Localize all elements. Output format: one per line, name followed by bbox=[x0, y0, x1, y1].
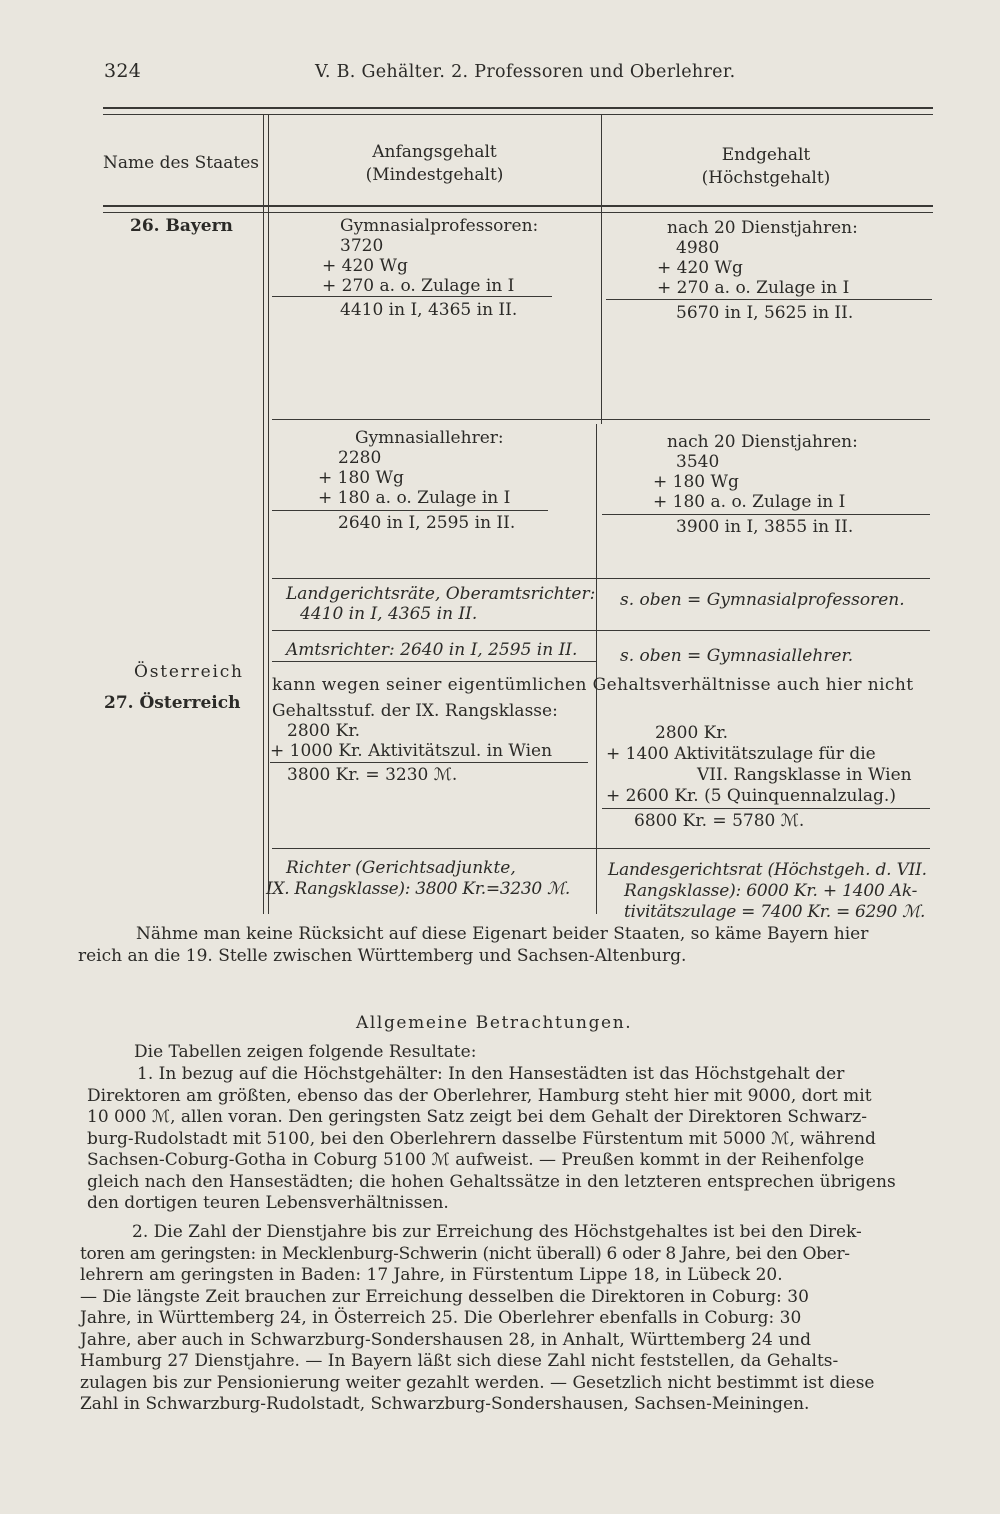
oesterreich-right-total: 6800 Kr. = 5780 ℳ. bbox=[634, 811, 805, 831]
text-line: lehrern am geringsten in Baden: 17 Jahre, in Fürstentum Lippe 18, in Lübeck 20. bbox=[80, 1265, 783, 1285]
sum-rule bbox=[272, 296, 552, 297]
oesterreich-left-base: 2800 Kr. bbox=[287, 721, 361, 741]
column-header-start-line2: (Mindestgehalt) bbox=[365, 165, 504, 185]
oesterreich-richter-left-line1: Richter (Gerichtsadjunkte, bbox=[286, 858, 516, 878]
row-separator bbox=[272, 419, 930, 420]
oesterreich-right-quinquennal: + 2600 Kr. (5 Quinquennalzulag.) bbox=[606, 786, 896, 806]
column-header-end-line1: Endgehalt bbox=[721, 145, 811, 165]
column-divider-left-b bbox=[268, 114, 269, 914]
sum-rule bbox=[270, 762, 588, 763]
sum-rule bbox=[606, 299, 932, 300]
text-line: Hamburg 27 Dienstjahre. — In Bayern läßt sich diese Zahl nicht feststellen, da Gehalts- bbox=[80, 1351, 839, 1371]
text-line: — Die längste Zeit brauchen zur Erreichung desselben die Direktoren in Coburg: 30 bbox=[80, 1286, 809, 1307]
text-line: zulagen bis zur Pensionierung weiter gezahlt werden. — Gesetzlich nicht bestimmt ist diese bbox=[80, 1372, 875, 1393]
sum-rule bbox=[602, 514, 930, 515]
bayern-landgericht-left-title: Landgerichtsräte, Oberamtsrichter: bbox=[286, 584, 596, 604]
column-header-state: Name des Staates bbox=[103, 153, 260, 173]
bayern-prof-left-wg: + 420 Wg bbox=[322, 256, 408, 276]
text-line: Zahl in Schwarzburg-Rudolstadt, Schwarzburg-Sondershausen, Sachsen-Meiningen. bbox=[80, 1394, 810, 1414]
text-line: Sachsen-Coburg-Gotha in Coburg 5100 ℳ aufweist. — Preußen kommt in der Reihenfolge bbox=[87, 1150, 865, 1170]
table-header-rule-thin bbox=[103, 212, 933, 213]
text-line: Jahre, in Württemberg 24, in Österreich 25. Die Oberlehrer ebenfalls in Coburg: 30 bbox=[80, 1308, 802, 1328]
sum-rule bbox=[272, 510, 548, 511]
bayern-lehrer-right-wg: + 180 Wg bbox=[653, 472, 739, 492]
text-line: reich an die 19. Stelle zwischen Württemberg und Sachsen-Altenburg. bbox=[78, 945, 687, 966]
column-header-start-line1: Anfangsgehalt bbox=[372, 142, 497, 162]
state-name-oesterreich: 27. Österreich bbox=[104, 693, 241, 713]
text-line: Jahre, aber auch in Schwarzburg-Sondershausen 28, in Anhalt, Württemberg 24 und bbox=[80, 1329, 811, 1350]
column-header-end bbox=[601, 145, 931, 188]
bayern-lehrer-left-title: Gymnasiallehrer: bbox=[355, 428, 504, 448]
oesterreich-richter-right-line2: Rangsklasse): 6000 Kr. + 1400 Ak- bbox=[624, 881, 918, 901]
bayern-prof-right-zulage: + 270 a. o. Zulage in I bbox=[657, 278, 850, 298]
text-line: den dortigen teuren Lebensverhältnissen. bbox=[87, 1193, 449, 1213]
bayern-prof-right-wg: + 420 Wg bbox=[657, 258, 743, 278]
bayern-lehrer-right-title: nach 20 Dienstjahren: bbox=[667, 432, 858, 452]
table-header-rule bbox=[103, 205, 933, 207]
oesterreich-left-title: Gehaltsstuf. der IX. Rangsklasse: bbox=[272, 701, 558, 721]
bayern-prof-right-total: 5670 in I, 5625 in II. bbox=[676, 303, 854, 323]
text-line: toren am geringsten: in Mecklenburg-Schwerin (nicht überall) 6 oder 8 Jahre, bei den Ober- bbox=[80, 1243, 850, 1264]
text-line: 10 000 ℳ, allen voran. Den geringsten Satz zeigt bei dem Gehalt der Direktoren Schwarz- bbox=[87, 1107, 867, 1127]
oesterreich-right-base: 2800 Kr. bbox=[655, 723, 729, 743]
row-separator bbox=[272, 848, 930, 849]
bayern-lehrer-right-total: 3900 in I, 3855 in II. bbox=[676, 517, 854, 537]
state-name-bayern: 26. Bayern bbox=[130, 216, 233, 236]
oesterreich-right-zulage: + 1400 Aktivitätszulage für die bbox=[606, 744, 876, 764]
oesterreich-richter-left-line2: IX. Rangsklasse): 3800 Kr.=3230 ℳ. bbox=[266, 879, 570, 899]
text-line: Nähme man keine Rücksicht auf diese Eigenart beider Staaten, so käme Bayern hier bbox=[136, 924, 869, 944]
paragraph-1 bbox=[87, 1064, 927, 1215]
oesterreich-right-zulage-cont: VII. Rangsklasse in Wien bbox=[697, 765, 912, 785]
text-line: 2. Die Zahl der Dienstjahre bis zur Erreichung des Höchstgehaltes ist bei den Direk- bbox=[132, 1222, 862, 1242]
row-separator bbox=[272, 578, 930, 579]
oesterreich-note-text: kann wegen seiner eigentümlichen Gehaltsverhältnisse auch hier nicht bbox=[272, 675, 914, 695]
bayern-prof-right-base: 4980 bbox=[676, 238, 720, 258]
row-separator bbox=[272, 630, 930, 631]
oesterreich-note-name: Österreich bbox=[134, 662, 244, 682]
table-top-rule-thin bbox=[103, 114, 933, 115]
sum-rule bbox=[602, 808, 930, 809]
text-line: burg-Rudolstadt mit 5100, bei den Oberlehrern dasselbe Fürstentum mit 5000 ℳ, während bbox=[87, 1128, 876, 1149]
section-heading: Allgemeine Betrachtungen. bbox=[356, 1013, 633, 1033]
running-title: V. B. Gehälter. 2. Professoren und Oberlehrer. bbox=[315, 62, 736, 82]
bayern-prof-left-zulage: + 270 a. o. Zulage in I bbox=[322, 276, 515, 296]
text-line: Direktoren am größten, ebenso das der Oberlehrer, Hamburg steht hier mit 9000, dort mit bbox=[87, 1085, 872, 1106]
text-line: gleich nach den Hansestädten; die hohen Gehaltssätze in den letzteren entsprechen übrigens bbox=[87, 1171, 896, 1192]
oesterreich-left-zulage: + 1000 Kr. Aktivitätszul. in Wien bbox=[270, 741, 553, 761]
bayern-prof-left-title: Gymnasialprofessoren: bbox=[340, 216, 539, 236]
column-header-start bbox=[268, 142, 601, 185]
column-divider-left bbox=[263, 114, 264, 914]
bayern-landgericht-left-value: 4410 in I, 4365 in II. bbox=[300, 604, 478, 624]
bayern-lehrer-left-zulage: + 180 a. o. Zulage in I bbox=[318, 488, 511, 508]
bayern-lehrer-right-base: 3540 bbox=[676, 452, 720, 472]
bayern-prof-left-total: 4410 in I, 4365 in II. bbox=[340, 300, 518, 320]
row-separator bbox=[272, 661, 596, 662]
bayern-lehrer-left-base: 2280 bbox=[338, 448, 382, 468]
oesterreich-left-total: 3800 Kr. = 3230 ℳ. bbox=[287, 765, 458, 785]
oesterreich-richter-right-line1: Landesgerichtsrat (Höchstgeh. d. VII. bbox=[608, 860, 927, 880]
column-header-end-line2: (Höchstgehalt) bbox=[701, 168, 831, 188]
text-line: 1. In bezug auf die Höchstgehälter: In den Hansestädten ist das Höchstgehalt der bbox=[137, 1064, 845, 1084]
after-table-paragraph bbox=[78, 924, 924, 967]
paragraph-2 bbox=[80, 1222, 928, 1416]
table-top-rule bbox=[103, 107, 933, 109]
column-divider-mid-lower bbox=[596, 424, 597, 914]
bayern-lehrer-left-total: 2640 in I, 2595 in II. bbox=[338, 513, 516, 533]
bayern-landgericht-right: s. oben = Gymnasialprofessoren. bbox=[620, 590, 905, 610]
section-intro: Die Tabellen zeigen folgende Resultate: bbox=[134, 1042, 477, 1062]
bayern-lehrer-left-wg: + 180 Wg bbox=[318, 468, 404, 488]
bayern-amtsrichter-right: s. oben = Gymnasiallehrer. bbox=[620, 646, 854, 666]
oesterreich-richter-right-line3: tivitätszulage = 7400 Kr. = 6290 ℳ. bbox=[624, 902, 926, 922]
bayern-prof-right-title: nach 20 Dienstjahren: bbox=[667, 218, 858, 238]
page-number: 324 bbox=[104, 60, 142, 82]
bayern-lehrer-right-zulage: + 180 a. o. Zulage in I bbox=[653, 492, 846, 512]
bayern-amtsrichter-left: Amtsrichter: 2640 in I, 2595 in II. bbox=[286, 640, 578, 660]
bayern-prof-left-base: 3720 bbox=[340, 236, 384, 256]
